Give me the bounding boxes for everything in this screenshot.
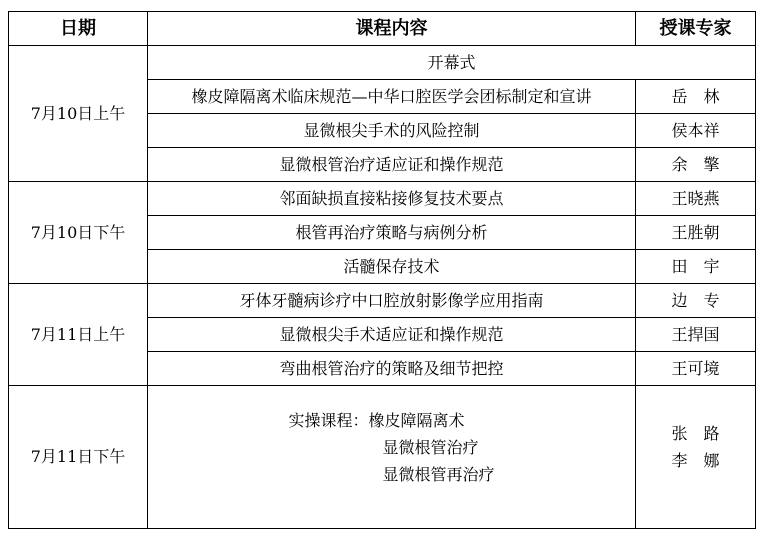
- table-row: [9, 46, 756, 80]
- course-cell: 邻面缺损直接粘接修复技术要点: [148, 182, 636, 216]
- practical-expert-list: [671, 420, 719, 474]
- expert-cell: 侯本祥: [636, 114, 756, 148]
- header-row: [9, 12, 756, 46]
- course-cell: 开幕式: [148, 46, 756, 80]
- practical-line: 实操课程：橡皮障隔离术: [288, 410, 465, 430]
- expert-cell: 岳 林: [636, 80, 756, 114]
- expert-name: 李 娜: [671, 451, 720, 470]
- course-cell: 根管再治疗策略与病例分析: [148, 216, 636, 250]
- course-cell: 弯曲根管治疗的策略及细节把控: [148, 352, 636, 386]
- expert-name: 张 路: [671, 424, 720, 443]
- session-date: 7月11日下午: [9, 386, 148, 529]
- header-course: 课程内容: [148, 12, 636, 46]
- course-cell: 显微根尖手术的风险控制: [148, 114, 636, 148]
- course-cell: 牙体牙髓病诊疗中口腔放射影像学应用指南: [148, 284, 636, 318]
- expert-cell: 王捍国: [636, 318, 756, 352]
- practical-expert-cell: [636, 386, 756, 529]
- table-row: [9, 284, 756, 318]
- practical-line: 显微根管再治疗: [382, 464, 495, 484]
- table-row: [9, 182, 756, 216]
- practical-course-cell: [148, 386, 636, 529]
- course-cell: 活髓保存技术: [148, 250, 636, 284]
- course-cell: 显微根尖手术适应证和操作规范: [148, 318, 636, 352]
- expert-cell: 余 擎: [636, 148, 756, 182]
- header-date: 日期: [9, 12, 148, 46]
- session-date: 7月10日下午: [9, 182, 148, 284]
- expert-cell: 田 宇: [636, 250, 756, 284]
- table-row: [9, 386, 756, 529]
- expert-cell: 边 专: [636, 284, 756, 318]
- session-date: 7月10日上午: [9, 46, 148, 182]
- expert-cell: 王可境: [636, 352, 756, 386]
- header-expert: 授课专家: [636, 12, 756, 46]
- expert-cell: 王胜朝: [636, 216, 756, 250]
- practical-line: 显微根管治疗: [382, 437, 479, 457]
- session-date: 7月11日上午: [9, 284, 148, 386]
- practical-course-list: [288, 407, 494, 488]
- course-cell: 显微根管治疗适应证和操作规范: [148, 148, 636, 182]
- schedule-table: [8, 11, 756, 529]
- expert-cell: 王晓燕: [636, 182, 756, 216]
- course-cell: 橡皮障隔离术临床规范—中华口腔医学会团标制定和宣讲: [148, 80, 636, 114]
